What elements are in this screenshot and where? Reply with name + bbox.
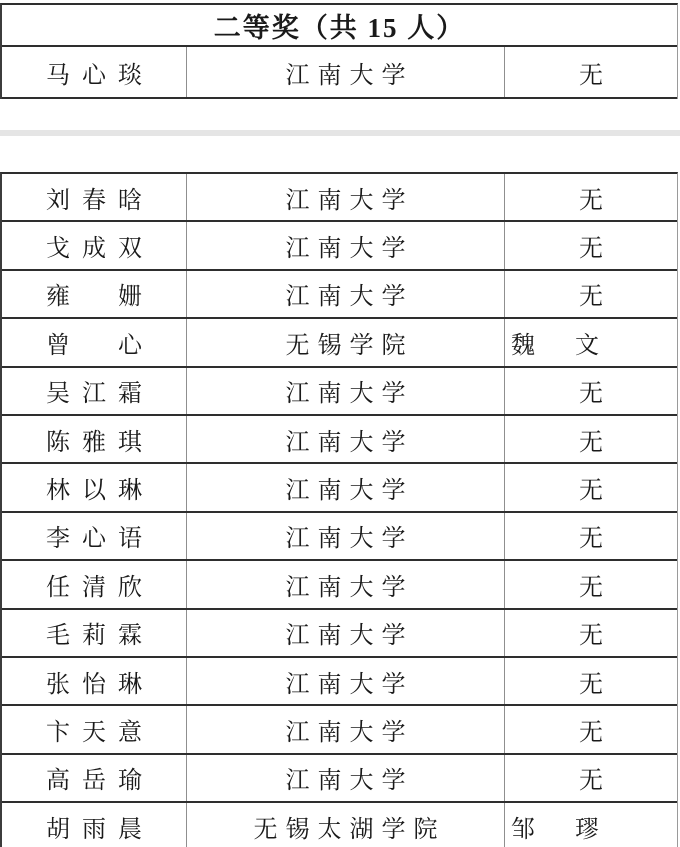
name-cell: 毛莉霖	[2, 610, 187, 656]
table-row	[2, 706, 677, 754]
school-cell: 无锡学院	[187, 319, 505, 365]
table-row	[2, 368, 677, 416]
table-row	[2, 610, 677, 658]
school-cell: 江南大学	[187, 658, 505, 704]
advisor-cell: 无	[579, 768, 611, 795]
name-cell: 吴江霜	[2, 368, 187, 414]
name-cell: 林以琳	[2, 464, 187, 510]
name-cell: 高岳瑜	[2, 755, 187, 801]
advisor-cell: 无	[579, 526, 611, 553]
name-cell: 马心琰	[2, 47, 187, 97]
advisor-cell: 无	[579, 574, 611, 601]
school-cell: 江南大学	[187, 222, 505, 268]
name-cell: 张怡琳	[2, 658, 187, 704]
advisor-cell: 无	[579, 381, 611, 408]
table-row	[2, 222, 677, 270]
school-cell: 无锡太湖学院	[187, 803, 505, 847]
name-cell: 陈雅琪	[2, 416, 187, 462]
page-break-separator	[0, 130, 680, 136]
school-cell: 江南大学	[187, 368, 505, 414]
table-row	[2, 174, 677, 222]
table-row	[2, 658, 677, 706]
school-cell: 江南大学	[187, 561, 505, 607]
name-cell: 李心语	[2, 513, 187, 559]
award-table-main	[0, 172, 678, 847]
advisor-cell: 无	[579, 623, 611, 650]
table-rows-container	[2, 174, 677, 847]
school-cell: 江南大学	[187, 755, 505, 801]
advisor-cell: 无	[579, 478, 611, 505]
name-cell: 雍 姗	[2, 271, 187, 317]
advisor-cell: 无	[579, 62, 611, 89]
school-cell: 江南大学	[187, 513, 505, 559]
school-cell: 江南大学	[187, 174, 505, 220]
table-row	[2, 47, 677, 99]
table-row	[2, 416, 677, 464]
table-row	[2, 755, 677, 803]
advisor-cell: 无	[579, 284, 611, 311]
award-table-top-fragment	[0, 3, 678, 99]
table-row	[2, 803, 677, 847]
award-title: 二等奖（共 15 人）	[213, 12, 466, 43]
name-cell: 任清欣	[2, 561, 187, 607]
advisor-cell: 无	[579, 236, 611, 263]
school-cell: 江南大学	[187, 706, 505, 752]
advisor-cell: 无	[579, 187, 611, 214]
advisor-cell: 邹 璆	[511, 816, 607, 843]
school-cell: 江南大学	[187, 416, 505, 462]
table-row	[2, 319, 677, 367]
advisor-cell: 无	[579, 719, 611, 746]
award-title-row	[2, 5, 677, 47]
name-cell: 戈成双	[2, 222, 187, 268]
advisor-cell: 无	[579, 671, 611, 698]
name-cell: 卞天意	[2, 706, 187, 752]
advisor-cell: 魏 文	[511, 332, 607, 359]
table-row	[2, 271, 677, 319]
school-cell: 江南大学	[187, 610, 505, 656]
table-row	[2, 513, 677, 561]
school-cell: 江南大学	[187, 47, 505, 97]
name-cell: 刘春晗	[2, 174, 187, 220]
school-cell: 江南大学	[187, 271, 505, 317]
table-row	[2, 464, 677, 512]
advisor-cell: 无	[579, 429, 611, 456]
table-row	[2, 561, 677, 609]
name-cell: 曾 心	[2, 319, 187, 365]
school-cell: 江南大学	[187, 464, 505, 510]
name-cell: 胡雨晨	[2, 803, 187, 847]
